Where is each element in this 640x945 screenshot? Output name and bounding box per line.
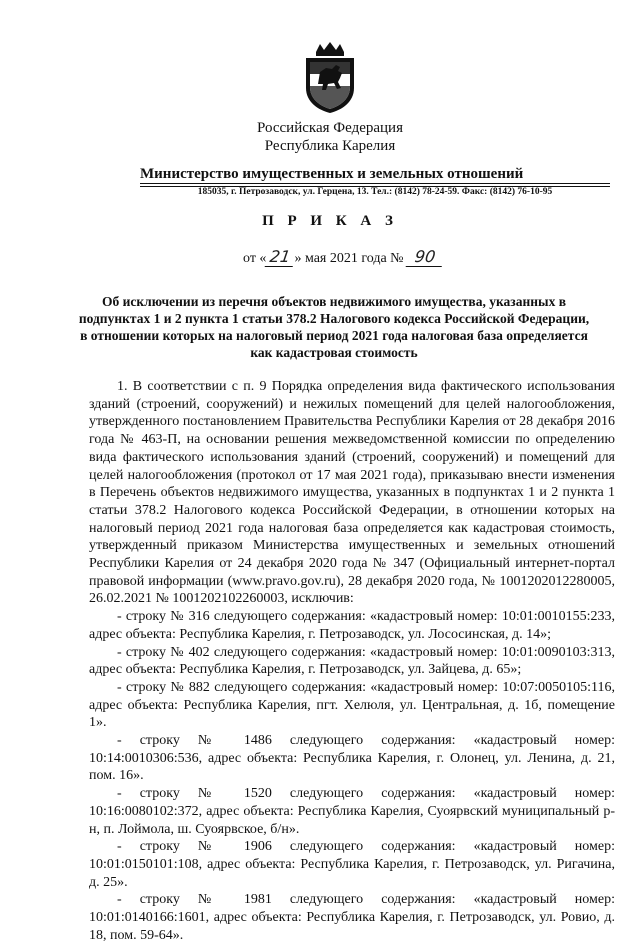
list-item: - строку № 1486 следующего содержания: «кадастровый номер: 10:14:0010306:536, адрес объекта: Республика Карелия, г. Олонец, ул. Ленина, д. 21, пом. 16». [89, 733, 615, 784]
date-day: 21 [265, 248, 296, 267]
date-prefix: от « [243, 251, 267, 266]
order-number: 90 [406, 248, 445, 267]
document-body [89, 378, 615, 945]
list-item: - строку № 316 следующего содержания: «кадастровый номер: 10:01:0010155:233, адрес объекта: Республика Карелия, г. Петрозаводск, ул. Лососинская, д. 14»; [89, 609, 615, 642]
list-item: - строку № 882 следующего содержания: «кадастровый номер: 10:07:0050105:116, адрес объекта: Республика Карелия, пгт. Хелюля, ул. Центральная, д. 1б, помещение 1». [89, 679, 615, 731]
ministry-address: 185035, г. Петрозаводск, ул. Герцена, 13. Тел.: (8142) 78-24-59. Факс: (8142) 76-10-95 [197, 187, 553, 197]
region-name: Республика Карелия [264, 138, 396, 154]
karelia-coat-of-arms-icon [304, 42, 356, 114]
body-paragraph: 1. В соответствии с п. 9 Порядка определения вида фактического использования зданий (строений, сооружений) и нежилых помещений для целей налогообложения, утвержденного постановлением Правительства Республики Карелия от 28 декабря 2016 года № 463-П, на основании решения межведомственной комиссии по определению вида фактического использования зданий (строений, сооружений) и помещений для целей налогообложения (протокол от 17 мая 2021 года), приказываю внести изменения в Перечень объектов недвижимого имущества, указанных в подпунктах 1 и 2 пункта 1 статьи 378.2 Налогового кодекса Российской Федерации, в отношении которых на налоговый период 2021 года налоговая база определяется как кадастровая стоимость, утвержденный приказом Министерства имущественных и земельных отношений Республики Карелия от 24 декабря 2020 года № 347 (Официальный интернет-портал правовой информации (www.pravo.gov.ru), 28 декабря 2020 года, № 1001202012280005, 26.02.2021 № 1001202102260003, исключив: [89, 379, 615, 607]
header-rule [140, 183, 610, 184]
document-subject: Об исключении из перечня объектов недвижимого имущества, указанных в подпунктах 1 и 2 пункта 1 статьи 378.2 Налогового кодекса Российской Федерации, в отношении которых на налоговый период 2021 года налоговая база определяется как кадастровая стоимость [78, 294, 590, 360]
date-middle: » мая 2021 года № [294, 251, 404, 266]
document-type: П Р И К А З [262, 213, 398, 229]
date-line [243, 248, 443, 268]
list-item: - строку № 1520 следующего содержания: «кадастровый номер: 10:16:0080102:372, адрес объекта: Республика Карелия, Суоярвский муниципальный р-н, п. Лоймола, ш. Суоярвское, б/н». [89, 786, 615, 837]
list-item: - строку № 1906 следующего содержания: «кадастровый номер: 10:01:0150101:108, адрес объекта: Республика Карелия, г. Петрозаводск, ул. Ригачина, д. 25». [89, 839, 615, 890]
ministry-name: Министерство имущественных и земельных отношений [140, 166, 524, 182]
list-item: - строку № 402 следующего содержания: «кадастровый номер: 10:01:0090103:313, адрес объекта: Республика Карелия, г. Петрозаводск, ул. Зайцева, д. 65»; [89, 644, 615, 678]
list-item: - строку № 1981 следующего содержания: «кадастровый номер: 10:01:0140166:1601, адрес объекта: Республика Карелия, г. Петрозаводск, ул. Ровио, д. 18, пом. 59-64». [89, 892, 615, 943]
country-name: Российская Федерация [257, 120, 403, 136]
